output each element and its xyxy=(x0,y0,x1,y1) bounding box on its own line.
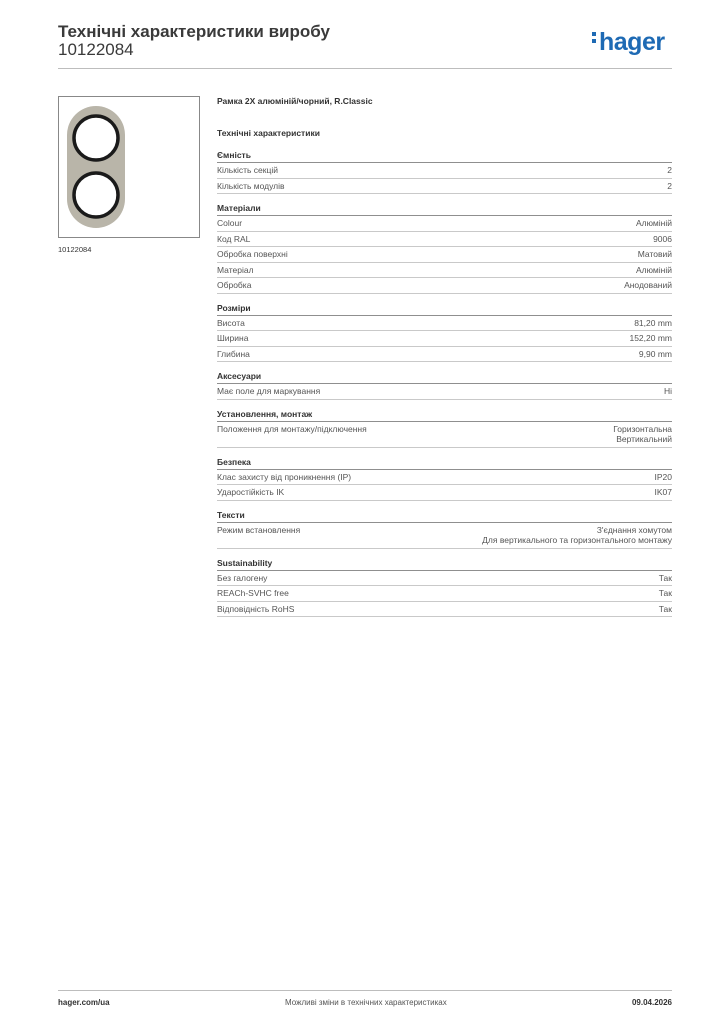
section-title: Аксесуари xyxy=(217,371,672,384)
spec-label: Ширина xyxy=(217,333,249,343)
header-divider xyxy=(58,68,672,69)
section-title: Установлення, монтаж xyxy=(217,409,672,422)
spec-row xyxy=(217,347,672,363)
section-title: Розміри xyxy=(217,303,672,316)
spec-row xyxy=(217,331,672,347)
product-image xyxy=(58,96,200,238)
frame-2x-picture xyxy=(59,97,199,237)
specs-heading: Технічні характеристики xyxy=(217,128,320,138)
spec-value xyxy=(653,234,672,245)
spec-label: Обробка поверхні xyxy=(217,249,288,259)
spec-section xyxy=(217,558,672,618)
spec-value-line: 9006 xyxy=(653,233,672,244)
spec-value-line: Матовий xyxy=(637,249,672,259)
spec-value xyxy=(613,424,672,445)
spec-value-line: 81,20 mm xyxy=(634,317,672,328)
spec-value-line: 2 xyxy=(667,180,672,191)
image-caption: 10122084 xyxy=(58,245,92,254)
spec-row xyxy=(217,586,672,602)
spec-label: Режим встановлення xyxy=(217,524,301,535)
spec-value xyxy=(667,165,672,176)
spec-section xyxy=(217,409,672,448)
spec-label: Відповідність RoHS xyxy=(217,603,295,614)
spec-row xyxy=(217,571,672,587)
spec-sections xyxy=(217,150,672,617)
spec-content xyxy=(217,96,672,626)
spec-label: REACh-SVHC free xyxy=(217,588,289,598)
spec-row xyxy=(217,263,672,279)
logo-text: hager xyxy=(599,28,665,56)
spec-row xyxy=(217,163,672,179)
spec-value-line: Анодований xyxy=(624,280,672,290)
spec-value-line: 152,20 mm xyxy=(629,333,672,343)
spec-value-line: Так xyxy=(658,603,672,614)
spec-row xyxy=(217,485,672,501)
footer-divider xyxy=(58,990,672,991)
spec-value xyxy=(667,181,672,192)
spec-label: Кількість модулів xyxy=(217,180,285,191)
spec-label: Положення для монтажу/підключення xyxy=(217,423,367,434)
spec-value xyxy=(659,573,672,584)
spec-value xyxy=(655,472,673,483)
spec-value xyxy=(659,588,672,599)
spec-label: Глибина xyxy=(217,348,250,359)
spec-value-line: 9,90 mm xyxy=(638,348,672,359)
spec-row xyxy=(217,470,672,486)
product-code: 10122084 xyxy=(58,40,134,59)
spec-label: Кількість секцій xyxy=(217,165,278,175)
spec-value xyxy=(634,318,672,329)
product-name: Рамка 2X алюміній/чорний, R.Classic xyxy=(217,96,373,106)
spec-row xyxy=(217,278,672,294)
spec-value-line: З'єднання хомутом xyxy=(596,524,672,535)
spec-row xyxy=(217,316,672,332)
spec-label: Клас захисту від проникнення (IP) xyxy=(217,471,352,482)
spec-section xyxy=(217,203,672,294)
spec-value xyxy=(629,333,672,344)
logo-dots-icon xyxy=(592,32,597,46)
spec-label: Висота xyxy=(217,317,245,328)
hager-logo xyxy=(592,28,665,57)
spec-value-line: Алюміній xyxy=(636,218,672,228)
section-title: Sustainability xyxy=(217,558,672,571)
spec-value-line: IP20 xyxy=(654,471,672,482)
section-title: Ємність xyxy=(217,150,672,163)
spec-value xyxy=(624,280,672,291)
spec-value xyxy=(482,525,672,546)
section-title: Безпека xyxy=(217,457,672,470)
section-title: Тексти xyxy=(217,510,672,523)
spec-row xyxy=(217,179,672,195)
spec-value xyxy=(638,249,672,260)
spec-value-line: Так xyxy=(658,572,672,583)
spec-section xyxy=(217,303,672,363)
footer-website[interactable]: hager.com/ua xyxy=(58,998,110,1007)
spec-label: Має поле для маркування xyxy=(217,386,321,396)
spec-label: Матеріал xyxy=(217,264,254,275)
spec-section xyxy=(217,150,672,194)
spec-value-line: Горизонтальна xyxy=(613,423,672,434)
spec-label: Colour xyxy=(217,218,243,228)
spec-value-line: Для вертикального та горизонтального монтажу xyxy=(482,535,672,545)
spec-row xyxy=(217,216,672,232)
footer-date: 09.04.2026 xyxy=(631,998,672,1007)
spec-section xyxy=(217,510,672,549)
footer-note: Можливі зміни в технічних характеристиках xyxy=(285,998,447,1007)
spec-section xyxy=(217,457,672,501)
spec-value xyxy=(659,604,672,615)
spec-value-line: Ні xyxy=(663,386,672,396)
spec-row xyxy=(217,232,672,248)
spec-row xyxy=(217,523,672,549)
spec-row xyxy=(217,247,672,263)
spec-value xyxy=(664,386,672,397)
spec-row xyxy=(217,602,672,618)
spec-value xyxy=(636,218,672,229)
spec-value-line: 2 xyxy=(667,165,672,175)
spec-label: Обробка xyxy=(217,280,252,290)
spec-section xyxy=(217,371,672,400)
section-title: Матеріали xyxy=(217,203,672,216)
spec-label: Без галогену xyxy=(217,572,268,583)
spec-value-line: Вертикальний xyxy=(616,434,672,444)
spec-value-line: Так xyxy=(658,588,672,598)
spec-label: Код RAL xyxy=(217,233,251,244)
spec-row xyxy=(217,422,672,448)
spec-value xyxy=(636,265,672,276)
spec-row xyxy=(217,384,672,400)
spec-value-line: Алюміній xyxy=(636,264,672,275)
spec-label: Ударостійкість IK xyxy=(217,487,285,497)
spec-value xyxy=(655,487,673,498)
spec-value xyxy=(639,349,672,360)
page-title: Технічні характеристики виробу xyxy=(58,22,330,41)
spec-value-line: IK07 xyxy=(654,487,672,497)
